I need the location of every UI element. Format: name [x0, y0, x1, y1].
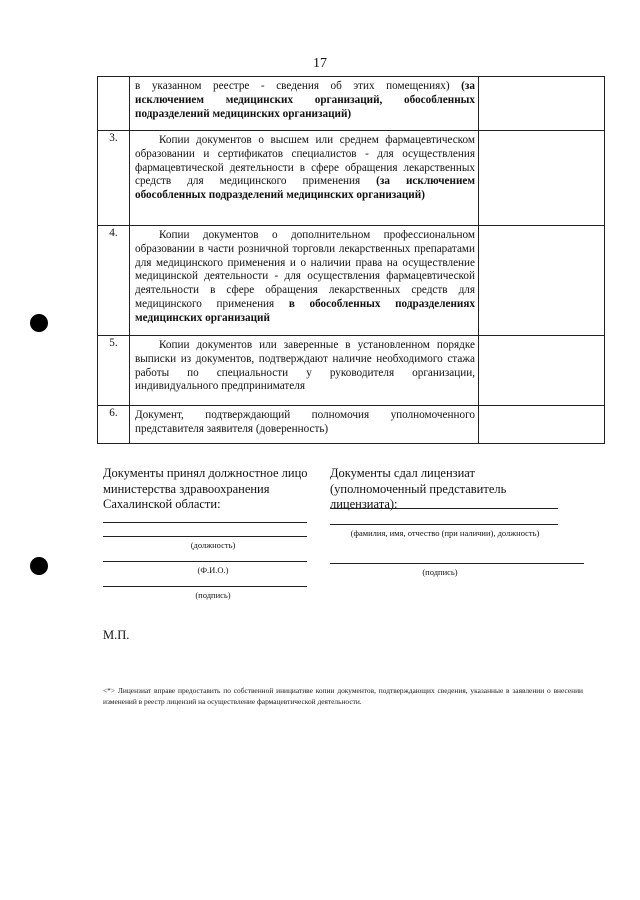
name-caption: (Ф.И.О.): [197, 565, 229, 575]
punch-hole-bottom: [30, 557, 48, 575]
signature-line: [103, 522, 307, 523]
row-text: [130, 336, 479, 406]
row-text: [130, 131, 479, 226]
row-number: 3.: [98, 131, 130, 226]
stamp-label: М.П.: [103, 628, 130, 642]
table-row: [98, 131, 605, 226]
table-row: [98, 77, 605, 131]
signature-caption: (подпись): [195, 590, 231, 600]
row-mark-cell: [479, 77, 605, 131]
row-mark-cell: [479, 131, 605, 226]
footnote: <*> Лицензиат вправе предоставить по собственной инициативе копии документов, подтверждающих сведения, указанные в заявлении о внесении изменений в реестр лицензий на осуществление фармацевтической деятельности.: [103, 686, 583, 706]
page-number: 17: [313, 56, 327, 71]
name-line: [330, 524, 558, 525]
row-text-normal: в указанном реестре - сведения об этих помещениях): [135, 80, 462, 92]
right-signature-heading: Документы сдал лицензиат (уполномоченный представитель лицензиата):: [330, 466, 507, 511]
row-number: 4.: [98, 226, 130, 336]
position-caption: (должность): [190, 540, 236, 550]
row-number: [98, 77, 130, 131]
punch-hole-top: [30, 314, 48, 332]
row-text: [130, 406, 479, 444]
row-text-normal: Копии документов или заверенные в установленном порядке выписки из документов, подтверждают наличие необходимого стажа работы по специальности у руководителя организации, индивидуального предпринимателя: [135, 339, 475, 393]
row-mark-cell: [479, 406, 605, 444]
signature-line: [103, 586, 307, 587]
row-text-normal: Копии документов о высшем или среднем фармацевтическом образовании и сертификатов специалистов - для осуществления фармацевтической деятельности в сфере обращения лекарственных средств для медицинского применения: [135, 134, 475, 188]
row-text: [130, 226, 479, 336]
position-line: [103, 536, 307, 537]
row-text: [130, 77, 479, 131]
documents-table: [97, 76, 605, 444]
row-text-normal: Документ, подтверждающий полномочия уполномоченного представителя заявителя (доверенность): [135, 409, 475, 435]
row-number: 5.: [98, 336, 130, 406]
row-mark-cell: [479, 226, 605, 336]
row-text-bold: в обособленных подразделениях медицинских организаций: [135, 297, 475, 324]
signature-caption: (подпись): [422, 567, 458, 577]
table-row: [98, 226, 605, 336]
row-text-bold: (за исключением медицинских организаций, обособленных подразделений медицинских организаций): [135, 80, 475, 120]
row-number: 6.: [98, 406, 130, 444]
row-text-normal: Копии документов о дополнительном профессиональном образовании в части розничной торговли лекарственных препаратами для медицинского применения и о наличии права на осуществление медицинской деятельности - для осуществления фармацевтической деятельности в сфере обращения лекарственных средств для медицинского применения: [135, 229, 475, 310]
row-mark-cell: [479, 336, 605, 406]
left-signature-heading: Документы принял должностное лицо министерства здравоохранения Сахалинской области:: [103, 466, 308, 511]
name-caption: (фамилия, имя, отчество (при наличии), должность): [350, 528, 540, 538]
table-row: [98, 336, 605, 406]
signature-line: [330, 563, 584, 564]
row-text-bold: (за исключением обособленных подразделений медицинских организаций): [135, 175, 475, 202]
table-row: [98, 406, 605, 444]
name-line: [103, 561, 307, 562]
representative-line: [330, 508, 558, 509]
